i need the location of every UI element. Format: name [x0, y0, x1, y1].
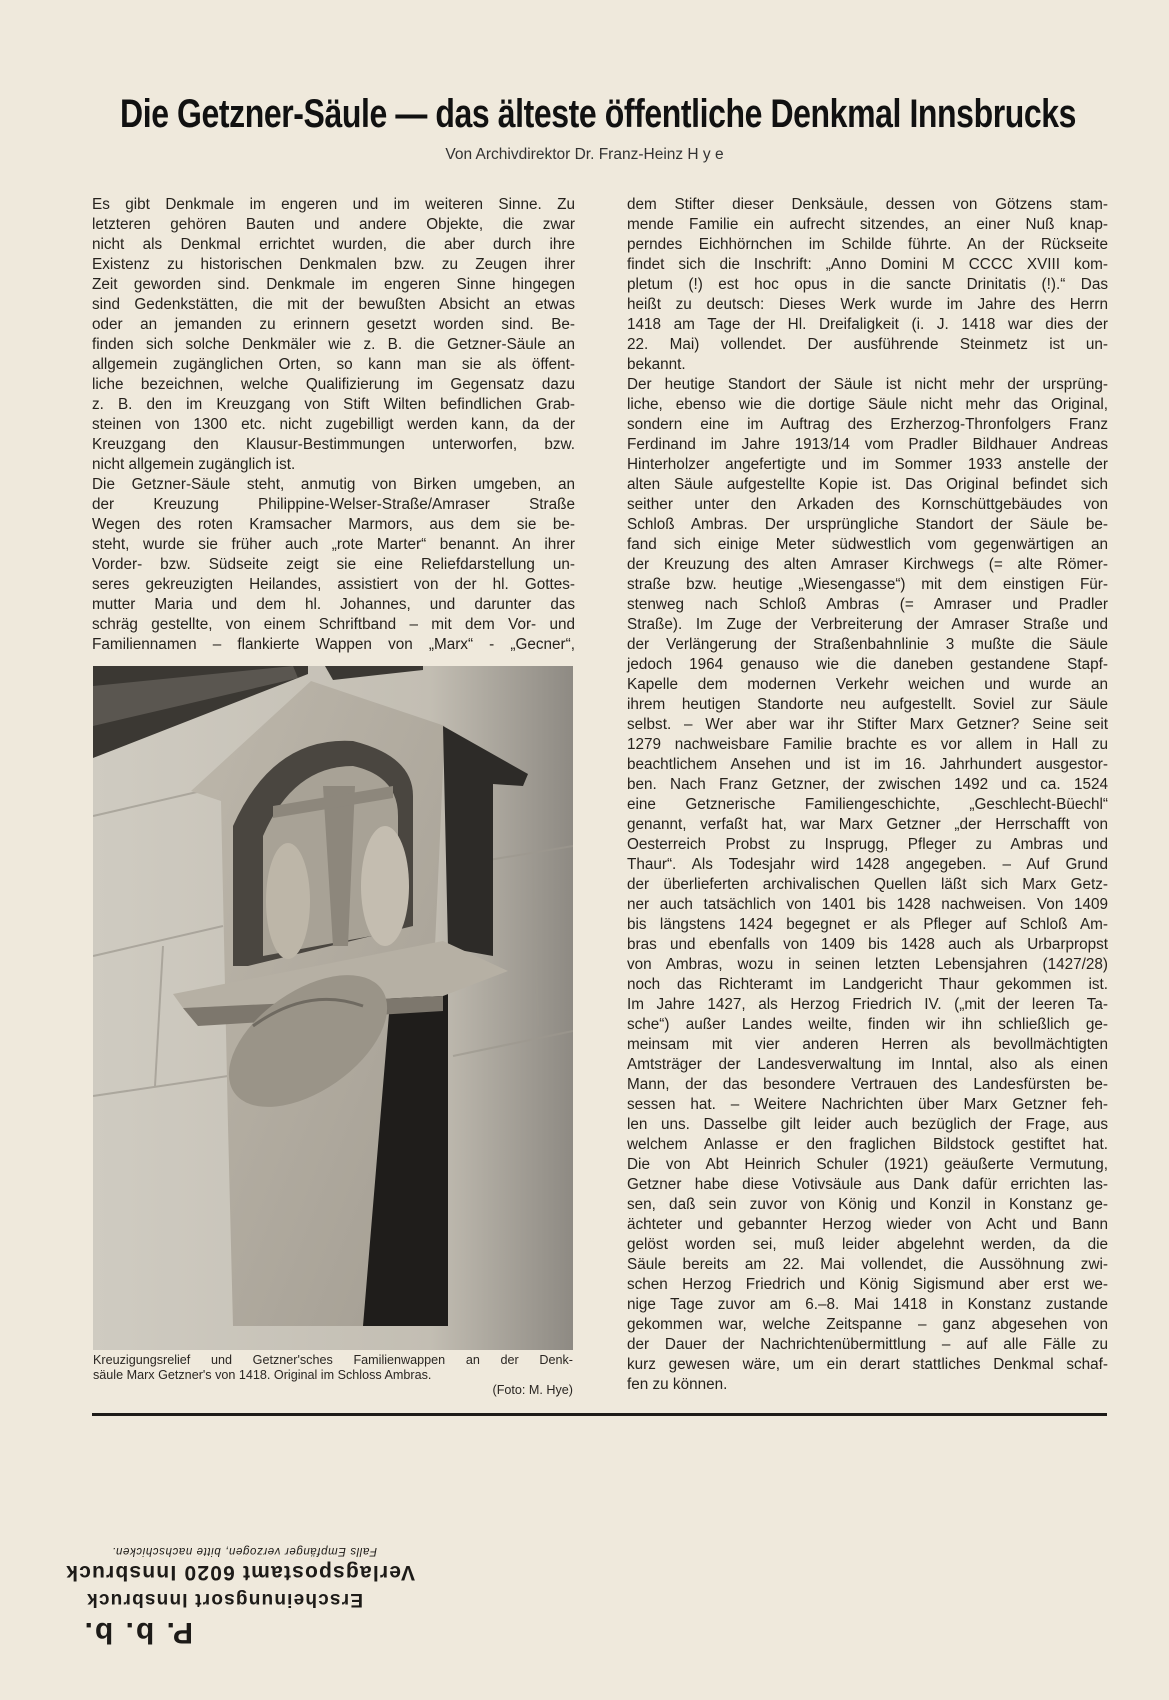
- getzner-column-photo: [93, 666, 573, 1350]
- text-line: welchem Anlasse er den fraglichen Bildstock gestiftet hat.: [627, 1136, 1108, 1153]
- text-line: 22. Mai) vollendet. Der ausführende Steinmetz ist un-: [627, 336, 1108, 353]
- text-line: Die von Abt Heinrich Schuler (1921) geäußerte Vermutung,: [627, 1156, 1108, 1173]
- postal-office: Verlagspostamt 6020 Innsbruck: [65, 1561, 415, 1584]
- left-text-column: [92, 195, 575, 655]
- text-line: Existenz zu historischen Denkmalen bzw. zu Zeugen ihrer: [92, 256, 575, 273]
- text-line: seither unter den Arkaden des Kornschüttgebäudes von: [627, 496, 1108, 513]
- text-line: alten Säule aufgestellte Kopie ist. Das Original befindet sich: [627, 476, 1108, 493]
- article-title: [0, 92, 1169, 140]
- text-line: Zeit geworden sind. Denkmale im engeren Sinne hingegen: [92, 276, 575, 293]
- text-line: bis längstens 1424 begegnet er als Pfleger auf Schloß Am-: [627, 916, 1108, 933]
- postal-pbb: P. b. b.: [82, 1616, 193, 1649]
- text-line: 1279 nachweisbare Familie brachte es vor allem in Hall zu: [627, 736, 1108, 753]
- photo-credit: (Foto: M. Hye): [492, 1383, 573, 1397]
- text-line: Kapelle dem modernen Verkehr weichen und wurde an: [627, 676, 1108, 693]
- text-line: der überlieferten archivalischen Quellen läßt sich Marx Getz-: [627, 876, 1108, 893]
- text-line: von Ambras, wozu in seinen letzten Lebensjahren (1427/28): [627, 956, 1108, 973]
- text-line: bekannt.: [627, 356, 686, 373]
- text-line: genannt, verfaßt hat, war Marx Getzner „der Herrschafft von: [627, 816, 1108, 833]
- text-line: bras und ebenfalls von 1409 bis 1428 auch als Urbarpropst: [627, 936, 1108, 953]
- text-line: steinen von 1300 etc. nicht zugebilligt werden kann, da der: [92, 416, 575, 433]
- text-line: findet sich die Inschrift: „Anno Domini M CCCC XVIII kom-: [627, 256, 1108, 273]
- bottom-divider: [92, 1413, 1107, 1416]
- text-line: len uns. Dasselbe gilt leider auch bezüglich der Frage, aus: [627, 1116, 1108, 1133]
- text-line: finden sich solche Denkmäler wie z. B. die Getzner-Säule an: [92, 336, 575, 353]
- text-line: Hinterholzer angefertigte und im Sommer 1933 anstelle der: [627, 456, 1108, 473]
- text-line: der Kreuzung des alten Amraser Kirchwegs (= alte Römer-: [627, 556, 1108, 573]
- text-line: ächteter und gebannter Herzog wieder von Acht und Bann: [627, 1216, 1108, 1233]
- text-line: sind Gedenkstätten, die mit der bewußten Absicht an etwas: [92, 296, 575, 313]
- text-line: Amtsträger der Landesverwaltung im Inntal, also als einen: [627, 1056, 1108, 1073]
- text-line: Kreuzgang den Klausur-Bestimmungen unterworfen, bzw.: [92, 436, 575, 453]
- text-line: sen, daß sein zuvor von König und Konzil in Konstanz ge-: [627, 1196, 1108, 1213]
- text-line: eine Getznerische Familiengeschichte, „Geschlecht-Büechl“: [627, 796, 1108, 813]
- text-line: stenweg nach Schloß Ambras (= Amraser und Pradler: [627, 596, 1108, 613]
- text-line: perndes Eichhörnchen im Schilde führte. An der Rückseite: [627, 236, 1108, 253]
- text-line: allgemein zugänglichen Orten, so kann man sie als öffent-: [92, 356, 575, 373]
- text-line: 1418 am Tage der Hl. Dreifaligkeit (i. J. 1418 war dies der: [627, 316, 1108, 333]
- text-line: mutter Maria und dem hl. Johannes, und darunter das: [92, 596, 575, 613]
- text-line: sche“) außer Landes weilte, finden wir ihn schließlich ge-: [627, 1016, 1108, 1033]
- text-line: schen Herzog Friedrich und König Sigismund aber erst we-: [627, 1276, 1108, 1293]
- text-line: jedoch 1964 genauso wie die daneben gestandene Stapf-: [627, 656, 1108, 673]
- caption-line: säule Marx Getzner's von 1418. Original im Schloss Ambras.: [93, 1368, 432, 1382]
- text-line: sessen hat. – Weitere Nachrichten über Marx Getzner feh-: [627, 1096, 1108, 1113]
- text-line: noch das Richteramt im Landgericht Thaur gekommen ist.: [627, 976, 1108, 993]
- text-line: Familiennamen – flankierte Wappen von „Marx“ - „Gecner“,: [92, 636, 575, 653]
- text-line: Schloß Ambras. Der ursprüngliche Standort der Säule be-: [627, 516, 1108, 533]
- text-line: ben. Nach Franz Getzner, der zwischen 1492 und ca. 1524: [627, 776, 1108, 793]
- text-line: ihrem heutigen Standorte neu aufgestellt. Soviel zur Säule: [627, 696, 1108, 713]
- text-line: z. B. den im Kreuzgang von Stift Wilten befindlichen Grab-: [92, 396, 575, 413]
- postal-forwarding-note: Falls Empfänger verzogen, bitte nachschicken.: [111, 1545, 377, 1557]
- text-line: liche bezeichnen, welche Qualifizierung im Gegensatz dazu: [92, 376, 575, 393]
- text-line: der Kreuzung Philippine-Welser-Straße/Amraser Straße: [92, 496, 575, 513]
- text-line: der Verlängerung der Straßenbahnlinie 3 mußte die Säule: [627, 636, 1108, 653]
- text-line: pletum (!) est hoc opus in die sancte Drinitatis (!).“ Das: [627, 276, 1108, 293]
- article-title-text: Die Getzner-Säule — das älteste öffentliche Denkmal Innsbrucks: [120, 92, 1077, 136]
- text-line: schräg gestellte, von einem Schriftband – mit dem Vor- und: [92, 616, 575, 633]
- text-line: Es gibt Denkmale im engeren und im weiteren Sinne. Zu: [92, 196, 575, 213]
- photo-illustration: [93, 666, 573, 1350]
- text-line: kurz gewesen wäre, um ein derart stattliches Denkmal schaf-: [627, 1356, 1108, 1373]
- text-line: Im Jahre 1427, als Herzog Friedrich IV. („mit der leeren Ta-: [627, 996, 1108, 1013]
- postal-publication-place: Erscheinungsort Innsbruck: [85, 1589, 363, 1610]
- text-line: mende Familie ein aufrecht sitzendes, an einer Nuß knap-: [627, 216, 1108, 233]
- text-line: liche, ebenso wie die dortige Säule nicht mehr das Original,: [627, 396, 1108, 413]
- right-text-column: [627, 195, 1108, 1395]
- text-line: dem Stifter dieser Denksäule, dessen von Götzens stam-: [627, 196, 1108, 213]
- postal-imprint-upside-down: [65, 1524, 415, 1652]
- text-line: der Dauer der Nachrichtenübermittlung – auf alle Fälle zu: [627, 1336, 1108, 1353]
- text-line: Der heutige Standort der Säule ist nicht mehr der ursprüng-: [627, 376, 1108, 393]
- text-line: oder an jemanden zu erinnern gesetzt worden sind. Be-: [92, 316, 575, 333]
- text-line: heißt zu deutsch: Dieses Werk wurde im Jahre des Herrn: [627, 296, 1108, 313]
- text-line: selbst. – Wer aber war ihr Stifter Marx Getzner? Seine seit: [627, 716, 1108, 733]
- photo-caption: [93, 1353, 573, 1398]
- text-line: gekommen war, welche Zeitspanne – ganz abgesehen von: [627, 1316, 1108, 1333]
- text-line: fand sich einige Meter südwestlich vom gegenwärtigen an: [627, 536, 1108, 553]
- text-line: fen zu können.: [627, 1376, 728, 1393]
- text-line: nicht allgemein zugänglich ist.: [92, 456, 296, 473]
- text-line: gelöst worden sei, muß leider abgelehnt werden, da die: [627, 1236, 1108, 1253]
- text-line: Thaur“. Als Todesjahr wird 1428 angegeben. – Auf Grund: [627, 856, 1108, 873]
- text-line: steht, wurde sie früher auch „rote Marter“ benannt. An ihrer: [92, 536, 575, 553]
- text-line: meinsam mit vier anderen Herren als bevollmächtigten: [627, 1036, 1108, 1053]
- text-line: nige Tage zuvor am 6.–8. Mai 1418 in Konstanz zustande: [627, 1296, 1108, 1313]
- text-line: nicht als Denkmal errichtet wurden, die aber durch ihre: [92, 236, 575, 253]
- text-line: straße bzw. heutige „Wiesengasse“) mit dem einstigen Für-: [627, 576, 1108, 593]
- text-line: Säule bereits am 22. Mai vollendet, die Aussöhnung zwi-: [627, 1256, 1108, 1273]
- text-line: seres gekreuzigten Heilandes, assistiert von der hl. Gottes-: [92, 576, 575, 593]
- text-line: Vorder- bzw. Südseite zeigt sie eine Reliefdarstellung un-: [92, 556, 575, 573]
- text-line: beachtlichem Ansehen und ist im 16. Jahrhundert ausgestor-: [627, 756, 1108, 773]
- caption-line: Kreuzigungsrelief und Getzner'sches Familienwappen an der Denk-: [93, 1353, 573, 1367]
- text-line: Die Getzner-Säule steht, anmutig von Birken umgeben, an: [92, 476, 575, 493]
- text-line: ner auch tatsächlich von 1401 bis 1428 nachweisen. Von 1409: [627, 896, 1108, 913]
- text-line: Wegen des roten Kramsacher Marmors, aus dem sie be-: [92, 516, 575, 533]
- text-line: Mann, der das besondere Vertrauen des Landesfürsten be-: [627, 1076, 1108, 1093]
- text-line: Getzner habe diese Votivsäule aus Dank dafür errichten las-: [627, 1176, 1108, 1193]
- text-line: sondern eine im Auftrag des Erzherzog-Thronfolgers Franz: [627, 416, 1108, 433]
- text-line: Ferdinand im Jahre 1913/14 vom Pradler Bildhauer Andreas: [627, 436, 1108, 453]
- text-line: letzteren gehören Bauten und andere Objekte, die zwar: [92, 216, 575, 233]
- author-byline: Von Archivdirektor Dr. Franz-Heinz H y e: [445, 146, 724, 163]
- text-line: Oesterreich Probst zu Insprugg, Pfleger zu Ambras und: [627, 836, 1108, 853]
- text-line: Straße). Im Zuge der Verbreiterung der Amraser Straße und: [627, 616, 1108, 633]
